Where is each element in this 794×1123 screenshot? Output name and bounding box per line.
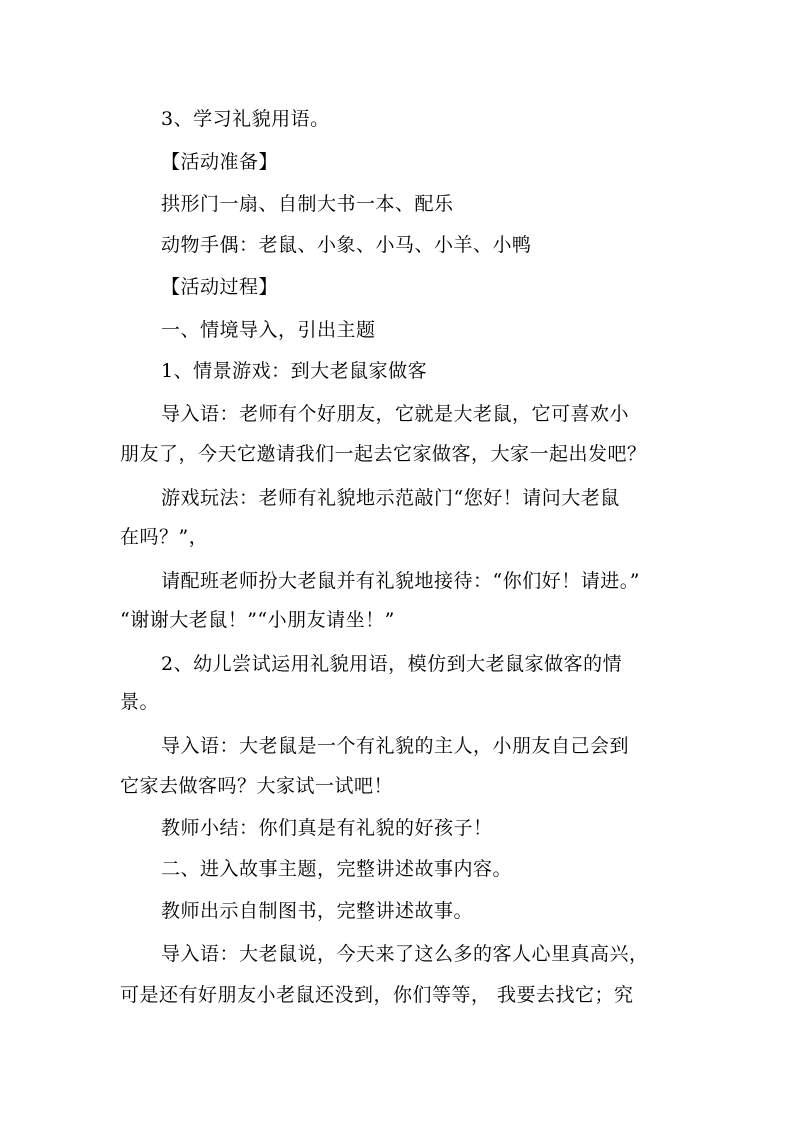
text-line-thanks: “谢谢大老鼠！”“小朋友请坐！” (120, 609, 395, 631)
text-line-teacher-summary: 教师小结：你们真是有礼貌的好孩子！ (161, 817, 493, 839)
text-line-game-title: 1、情景游戏：到大老鼠家做客 (161, 360, 428, 382)
text-line-intro-2a: 导入语：大老鼠是一个有礼貌的主人，小朋友自己会到 (161, 735, 630, 757)
text-line-intro-2b: 它家去做客吗？大家试一试吧！ (120, 775, 394, 797)
text-line-intro-3a: 导入语：大老鼠说，今天来了这么多的客人心里真高兴， (161, 943, 649, 965)
section-heading-preparation: 【活动准备】 (161, 151, 279, 173)
text-line-step-2b: 景。 (120, 691, 160, 713)
text-line-step-2a: 2、幼儿尝试运用礼貌用语，模仿到大老鼠家做客的情 (161, 653, 623, 675)
text-line-host-greeting: 请配班老师扮大老鼠并有礼貌地接待：“你们好！请进。” (161, 570, 640, 592)
text-line-intro-1a: 导入语：老师有个好朋友，它就是大老鼠，它可喜欢小 (161, 403, 630, 425)
text-line-part-two-title: 二、进入故事主题，完整讲述故事内容。 (161, 858, 513, 880)
text-line-intro-3b: 可是还有好朋友小老鼠还没到，你们等等， 我要去找它；究 (120, 984, 634, 1006)
text-line-game-rules-a: 游戏玩法：老师有礼貌地示范敲门“您好！请问大老鼠 (161, 487, 620, 509)
text-line-part-one-title: 一、情境导入，引出主题 (161, 319, 376, 341)
text-line-show-book: 教师出示自制图书，完整讲述故事。 (161, 900, 474, 922)
text-line-objective-3: 3、学习礼貌用语。 (161, 108, 330, 130)
text-line-materials: 拱形门一扇、自制大书一本、配乐 (161, 193, 454, 215)
section-heading-process: 【活动过程】 (161, 276, 279, 298)
text-line-game-rules-b: 在吗？”， (120, 526, 209, 548)
text-line-puppets: 动物手偶：老鼠、小象、小马、小羊、小鸭 (161, 234, 532, 256)
text-line-intro-1b: 朋友了，今天它邀请我们一起去它家做客，大家一起出发吧？ (120, 443, 647, 465)
